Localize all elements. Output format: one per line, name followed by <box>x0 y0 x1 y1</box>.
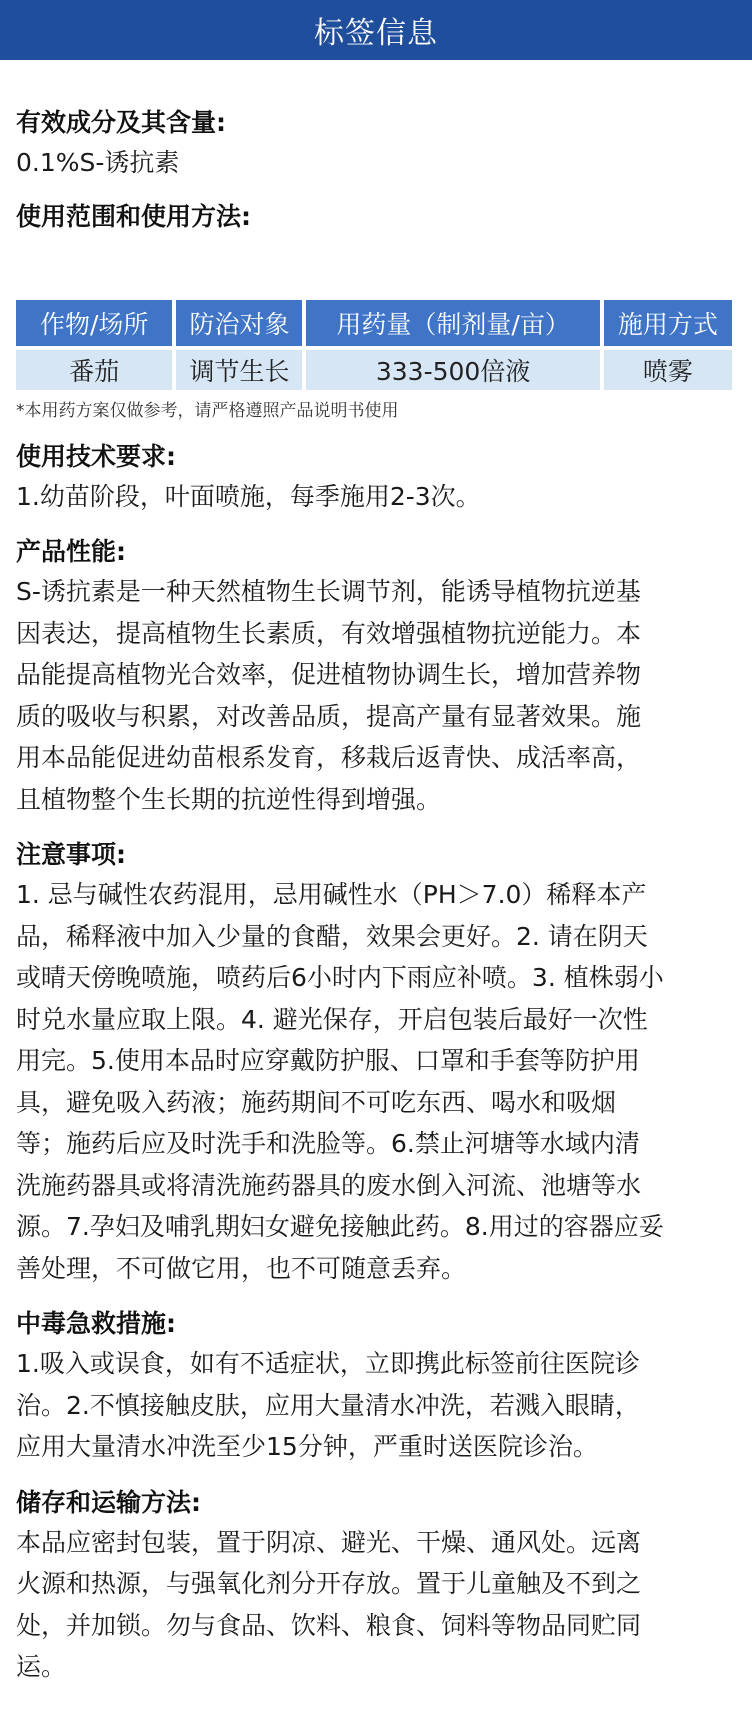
text-line: 品能提高植物光合效率，促进植物协调生长，增加营养物 <box>16 660 642 689</box>
cell-method: 喷雾 <box>604 350 732 390</box>
column-header-method: 施用方式 <box>604 300 732 346</box>
text-line: 时兑水量应取上限。4. 避光保存，开启包装后最好一次性 <box>16 1004 648 1034</box>
text-line: 本品应密封包装，置于阴凉、避光、干燥、通风处。远离 <box>16 1527 642 1557</box>
precautions-title: 注意事项: <box>16 840 126 869</box>
text-line: 且植物整个生长期的抗逆性得到增强。 <box>16 784 442 814</box>
column-header-crop: 作物/场所 <box>16 300 172 346</box>
performance-body <box>16 571 736 820</box>
ingredients-title: 有效成分及其含量: <box>16 108 226 137</box>
usage-table <box>12 296 736 394</box>
text-line: 善处理，不可做它用，也不可随意丢弃。 <box>16 1253 467 1283</box>
label-content <box>0 60 752 1688</box>
storage-title: 储存和运输方法: <box>16 1487 201 1517</box>
precautions-body <box>16 874 736 1289</box>
text-line: 源。7.孕妇及哺乳期妇女避免接触此药。8.用过的容器应妥 <box>16 1212 664 1241</box>
text-line: 应用大量清水冲洗至少15分钟，严重时送医院诊治。 <box>16 1432 598 1461</box>
text-line: 品，稀释液中加入少量的食醋，效果会更好。2. 请在阴天 <box>16 921 648 951</box>
technique-body: 1.幼苗阶段，叶面喷施，每季施用2-3次。 <box>16 481 481 511</box>
text-line: 治。2.不慎接触皮肤，应用大量清水冲洗，若溅入眼睛， <box>16 1390 640 1420</box>
first-aid-body <box>16 1343 736 1468</box>
technique-title: 使用技术要求: <box>16 441 176 471</box>
cell-target: 调节生长 <box>176 350 302 390</box>
text-line: 1. 忌与碱性农药混用，忌用碱性水（PH＞7.0）稀释本产 <box>16 880 647 909</box>
ingredients-body: 0.1%S-诱抗素 <box>16 148 180 177</box>
first-aid-title: 中毒急救措施: <box>16 1309 176 1338</box>
usage-title: 使用范围和使用方法: <box>16 201 251 231</box>
page-title: 标签信息 <box>314 16 438 51</box>
text-line: 1.吸入或误食，如有不适症状，立即携此标签前往医院诊 <box>16 1349 640 1378</box>
usage-table-header-row <box>16 300 732 346</box>
cell-dosage: 333-500倍液 <box>306 350 599 390</box>
text-line: 或晴天傍晚喷施，喷药后6小时内下雨应补喷。3. 植株弱小 <box>16 963 664 992</box>
text-line: 质的吸收与积累，对改善品质，提高产量有显著效果。施 <box>16 701 642 731</box>
text-line: 因表达，提高植物生长素质，有效增强植物抗逆能力。本 <box>16 618 642 648</box>
text-line: 具，避免吸入药液；施药期间不可吃东西、喝水和吸烟 <box>16 1087 617 1117</box>
table-row <box>16 350 732 390</box>
performance-title: 产品性能: <box>16 537 126 566</box>
text-line: 用本品能促进幼苗根系发育，移栽后返青快、成活率高， <box>16 743 642 772</box>
column-header-dosage: 用药量（制剂量/亩） <box>306 300 599 346</box>
text-line: 等；施药后应及时洗手和洗脸等。6.禁止河塘等水域内清 <box>16 1129 640 1158</box>
storage-body <box>16 1522 736 1688</box>
cell-crop: 番茄 <box>16 350 172 390</box>
text-line: 洗施药器具或将清洗施药器具的废水倒入河流、池塘等水 <box>16 1170 642 1200</box>
text-line: S-诱抗素是一种天然植物生长调节剂，能诱导植物抗逆基 <box>16 577 641 606</box>
page-header <box>0 0 752 60</box>
text-line: 运。 <box>16 1652 67 1681</box>
text-line: 用完。5.使用本品时应穿戴防护服、口罩和手套等防护用 <box>16 1046 640 1075</box>
usage-note: *本用药方案仅做参考，请严格遵照产品说明书使用 <box>16 400 399 421</box>
text-line: 处，并加锁。勿与食品、饮料、粮食、饲料等物品同贮同 <box>16 1610 642 1640</box>
column-header-target: 防治对象 <box>176 300 302 346</box>
text-line: 火源和热源，与强氧化剂分开存放。置于儿童触及不到之 <box>16 1569 642 1598</box>
